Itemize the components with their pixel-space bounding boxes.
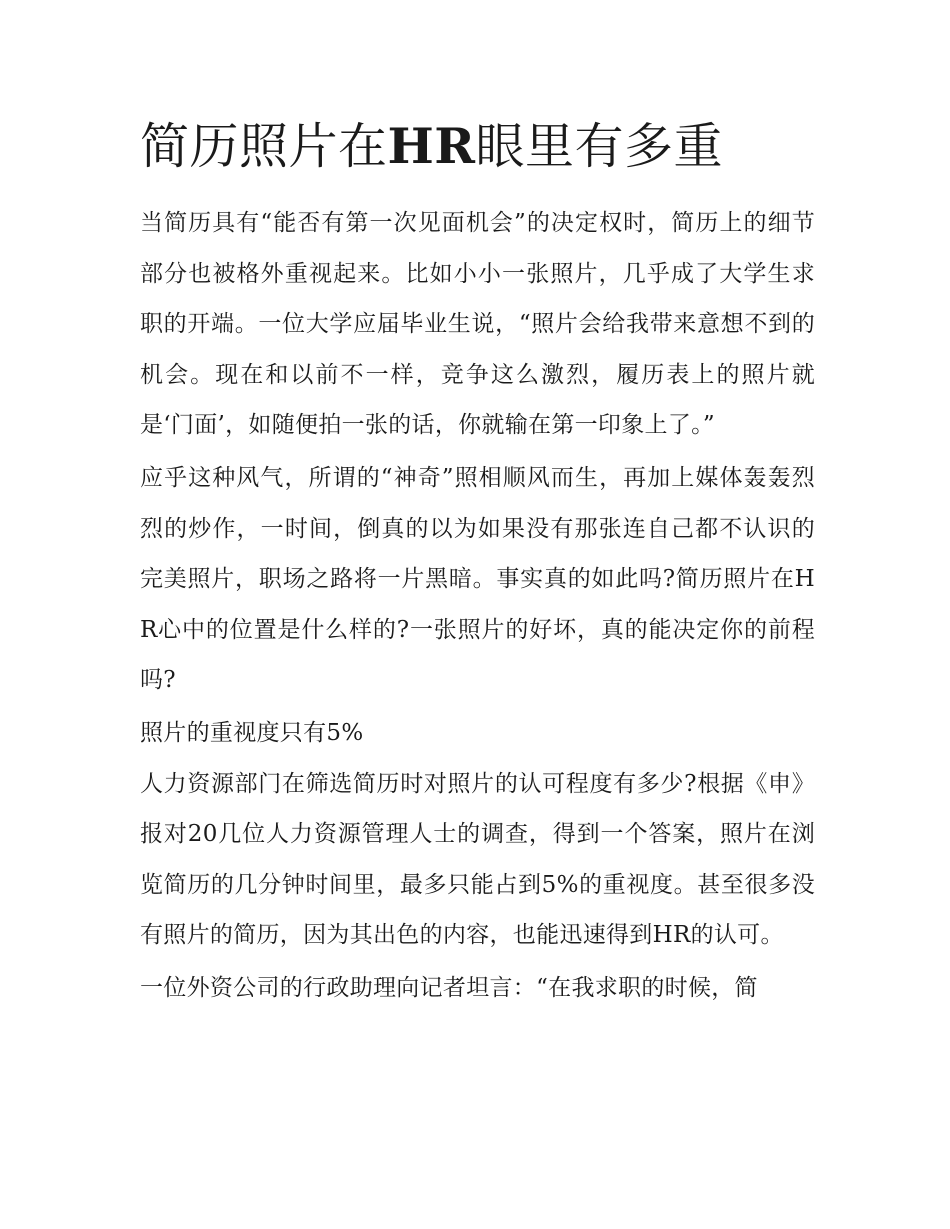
title-part-2: 眼里有多重 <box>475 118 724 175</box>
title-latin: HR <box>387 117 476 175</box>
document-page <box>140 112 815 1016</box>
paragraph-3: 人力资源部门在筛选简历时对照片的认可程度有多少?根据《申》报对20几位人力资源管理人士的调查，得到一个答案，照片在浏览简历的几分钟时间里，最多只能占到5%的重视度。甚至很多没有照片的简历，因为其出色的内容，也能迅速得到HR的认可。 <box>140 770 815 949</box>
paragraph-2: 应乎这种风气，所谓的“神奇”照相顺风而生，再加上媒体轰轰烈烈的炒作，一时间，倒真的以为如果没有那张连自己都不认识的完美照片，职场之路将一片黑暗。事实真的如此吗?简历照片在HR心中的位置是什么样的?一张照片的好坏，真的能决定你的前程吗? <box>140 464 815 694</box>
section-heading: 照片的重视度只有5% <box>140 719 364 746</box>
document-title <box>140 112 815 180</box>
document-body <box>140 198 815 1014</box>
paragraph-4: 一位外资公司的行政助理向记者坦言：“在我求职的时候，简 <box>140 974 758 1001</box>
paragraph-1: 当简历具有“能否有第一次见面机会”的决定权时，简历上的细节部分也被格外重视起来。比如小小一张照片，几乎成了大学生求职的开端。一位大学应届毕业生说，“照片会给我带来意想不到的机会。现在和以前不一样，竞争这么激烈，履历表上的照片就是‘门面’，如随便拍一张的话，你就输在第一印象上了。” <box>140 210 815 439</box>
title-part-1: 简历照片在 <box>140 118 388 175</box>
